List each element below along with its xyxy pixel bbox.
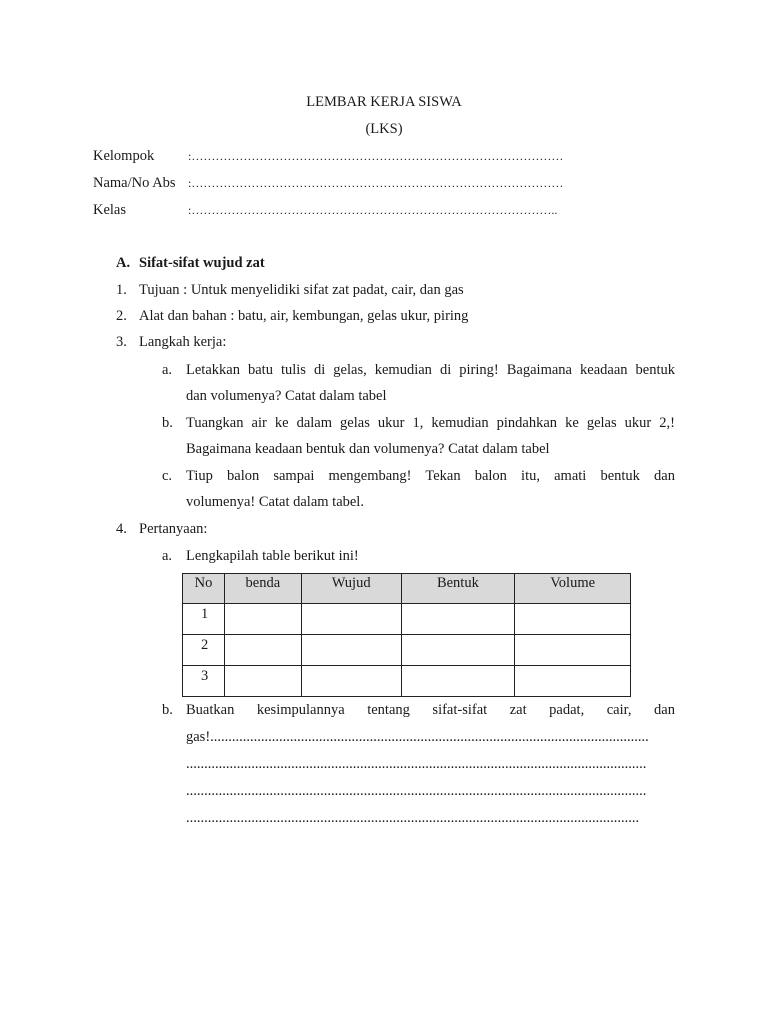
question-a-text: Lengkapilah table berikut ini! bbox=[186, 548, 359, 564]
cell-volume[interactable] bbox=[515, 666, 631, 697]
question-b-line1: Buatkan kesimpulannya tentang sifat-sifat zat padat, cair, dan bbox=[186, 702, 675, 718]
step-c-line1: Tiup balon sampai mengembang! Tekan balon itu, amati bentuk dan bbox=[186, 468, 675, 484]
column-header-wujud: Wujud bbox=[301, 574, 401, 604]
cell-benda[interactable] bbox=[224, 635, 301, 666]
section-title: Sifat-sifat wujud zat bbox=[139, 255, 265, 271]
table-row bbox=[183, 666, 631, 697]
column-header-bentuk: Bentuk bbox=[401, 574, 515, 604]
kelas-label: Kelas bbox=[93, 202, 127, 218]
section-marker: A. bbox=[116, 255, 131, 271]
item-pertanyaan: Pertanyaan: bbox=[139, 521, 208, 537]
question-marker: b. bbox=[162, 702, 173, 718]
column-header-benda: benda bbox=[224, 574, 301, 604]
worksheet-subtitle: (LKS) bbox=[365, 121, 403, 137]
item-number: 1. bbox=[116, 282, 127, 298]
worksheet-title: LEMBAR KERJA SISWA bbox=[306, 94, 462, 110]
step-b-line2: Bagaimana keadaan bentuk dan volumenya? Catat dalam tabel bbox=[186, 441, 550, 457]
item-number: 4. bbox=[116, 521, 127, 537]
answer-line[interactable]: ............................................................................................................................. bbox=[186, 810, 640, 826]
nama-field[interactable]: :………………………………………………………………………………… bbox=[188, 176, 564, 190]
step-a-line1: Letakkan batu tulis di gelas, kemudian di piring! Bagaimana keadaan bentuk bbox=[186, 362, 675, 378]
item-number: 3. bbox=[116, 334, 127, 350]
item-number: 2. bbox=[116, 308, 127, 324]
step-a-line2: dan volumenya? Catat dalam tabel bbox=[186, 388, 387, 404]
step-marker: b. bbox=[162, 415, 173, 431]
kelas-field[interactable]: :……………………………………………………………………………….. bbox=[188, 203, 558, 217]
item-langkah-kerja: Langkah kerja: bbox=[139, 334, 227, 350]
cell-bentuk[interactable] bbox=[401, 635, 515, 666]
answer-line[interactable]: ............................................................................................................................... bbox=[186, 783, 647, 799]
nama-label: Nama/No Abs bbox=[93, 175, 176, 191]
row-number: 1 bbox=[183, 604, 225, 635]
cell-benda[interactable] bbox=[224, 604, 301, 635]
question-marker: a. bbox=[162, 548, 173, 564]
kelompok-field[interactable]: :………………………………………………………………………………… bbox=[188, 149, 564, 163]
cell-benda[interactable] bbox=[224, 666, 301, 697]
kelompok-label: Kelompok bbox=[93, 148, 155, 164]
row-number: 2 bbox=[183, 635, 225, 666]
step-b-line1: Tuangkan air ke dalam gelas ukur 1, kemudian pindahkan ke gelas ukur 2,! bbox=[186, 415, 675, 431]
table-header-row bbox=[183, 574, 631, 604]
step-c-line2: volumenya! Catat dalam tabel. bbox=[186, 494, 364, 510]
cell-bentuk[interactable] bbox=[401, 604, 515, 635]
step-marker: a. bbox=[162, 362, 173, 378]
answer-line[interactable]: ............................................................................................................................... bbox=[186, 756, 647, 772]
step-marker: c. bbox=[162, 468, 173, 484]
observation-table bbox=[182, 573, 631, 697]
table-row bbox=[183, 604, 631, 635]
row-number: 3 bbox=[183, 666, 225, 697]
cell-volume[interactable] bbox=[515, 635, 631, 666]
table-row bbox=[183, 635, 631, 666]
cell-wujud[interactable] bbox=[301, 666, 401, 697]
cell-volume[interactable] bbox=[515, 604, 631, 635]
item-tujuan: Tujuan : Untuk menyelidiki sifat zat padat, cair, dan gas bbox=[139, 282, 464, 298]
answer-line[interactable]: gas!......................................................................................................................... bbox=[186, 729, 649, 745]
cell-bentuk[interactable] bbox=[401, 666, 515, 697]
column-header-no: No bbox=[183, 574, 225, 604]
cell-wujud[interactable] bbox=[301, 635, 401, 666]
column-header-volume: Volume bbox=[515, 574, 631, 604]
cell-wujud[interactable] bbox=[301, 604, 401, 635]
item-alat-bahan: Alat dan bahan : batu, air, kembungan, gelas ukur, piring bbox=[139, 308, 469, 324]
